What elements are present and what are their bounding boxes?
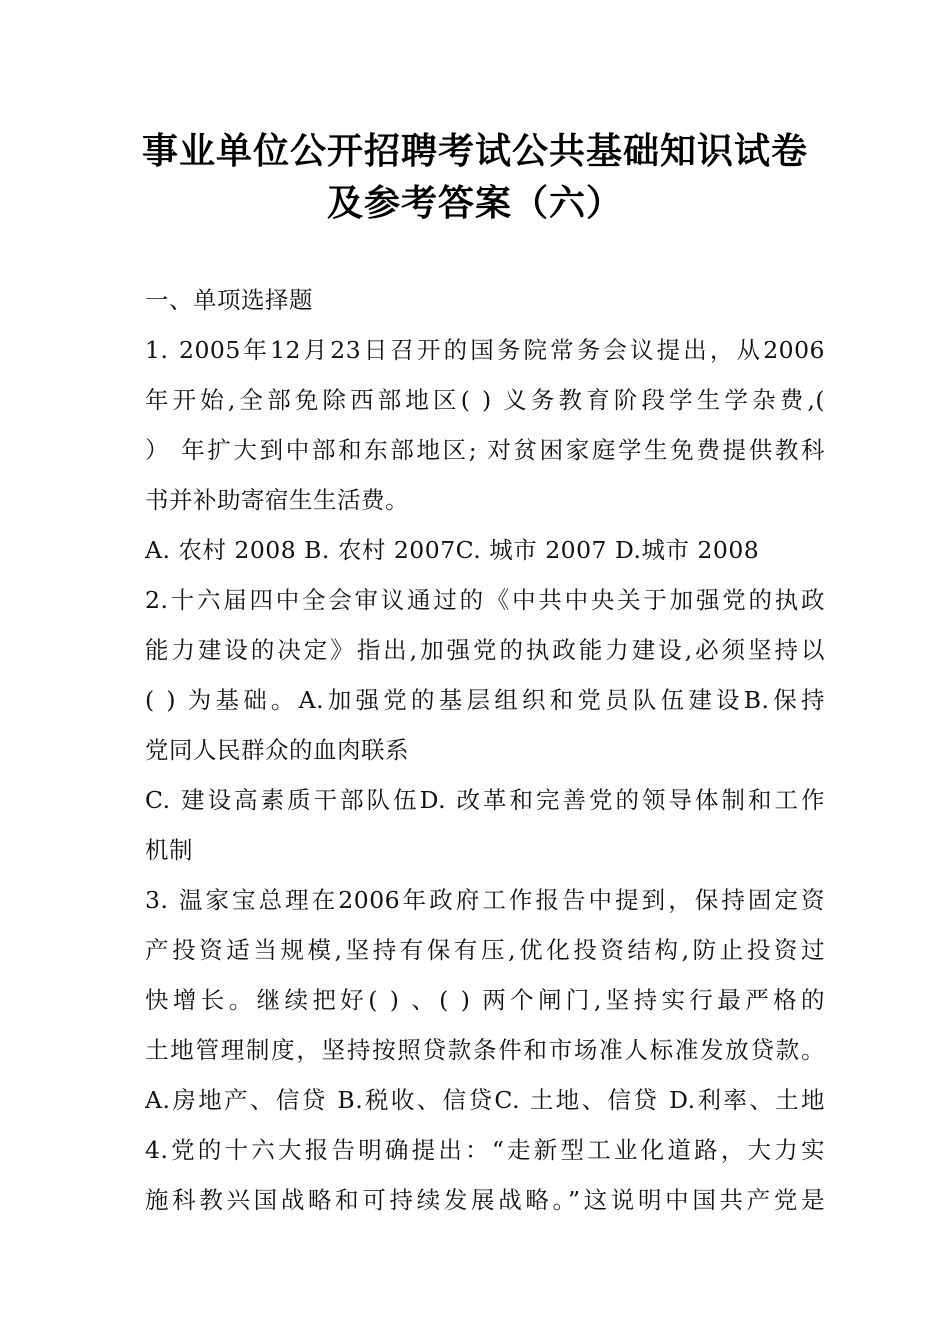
text-line: 党同人民群众的血肉联系 bbox=[145, 736, 409, 764]
text-line: 土地管理制度，坚持按照贷款条件和市场准人标准发放贷款。 bbox=[145, 1036, 825, 1064]
text-line: 能力建设的决定》指出,加强党的执政能力建设,必须坚持以 bbox=[145, 636, 825, 664]
text-line: C. 建设高素质干部队伍D. 改革和完善党的领导体制和工作 bbox=[145, 786, 825, 814]
text-line: A. 农村 2008 B. 农村 2007C. 城市 2007 D.城市 2008 bbox=[145, 536, 760, 564]
document-title-line-2: 及参考答案（六） bbox=[326, 183, 623, 224]
text-line: ） 年扩大到中部和东部地区; 对贫困家庭学生免费提供教科 bbox=[145, 436, 825, 464]
text-line: 快增长。继续把好( ) 、( ) 两个闸门,坚持实行最严格的 bbox=[145, 986, 825, 1014]
text-line: 4.党的十六大报告明确提出：“走新型工业化道路，大力实 bbox=[145, 1136, 825, 1164]
text-line: 施科教兴国战略和可持续发展战略。”这说明中国共产党是 bbox=[145, 1186, 825, 1214]
section-heading: 一、单项选择题 bbox=[145, 286, 313, 314]
text-line: ( ) 为基础。A.加强党的基层组织和党员队伍建设B.保持 bbox=[145, 686, 825, 714]
text-line: 书并补助寄宿生生活费。 bbox=[145, 486, 409, 514]
document-title-line-1: 事业单位公开招聘考试公共基础知识试卷 bbox=[141, 131, 808, 172]
text-line: 年开始,全部免除西部地区( ) 义务教育阶段学生学杂费,( bbox=[145, 386, 825, 414]
text-line: 机制 bbox=[145, 836, 193, 864]
text-line: 产投资适当规模,坚持有保有压,优化投资结构,防止投资过 bbox=[145, 936, 825, 964]
text-line: 3. 温家宝总理在2006年政府工作报告中提到，保持固定资 bbox=[145, 886, 825, 914]
text-line: 1. 2005年12月23日召开的国务院常务会议提出，从2006 bbox=[145, 336, 825, 364]
text-line: 2.十六届四中全会审议通过的《中共中央关于加强党的执政 bbox=[145, 586, 825, 614]
text-line: A.房地产、信贷 B.税收、信贷C. 土地、信贷 D.利率、土地 bbox=[145, 1086, 825, 1114]
